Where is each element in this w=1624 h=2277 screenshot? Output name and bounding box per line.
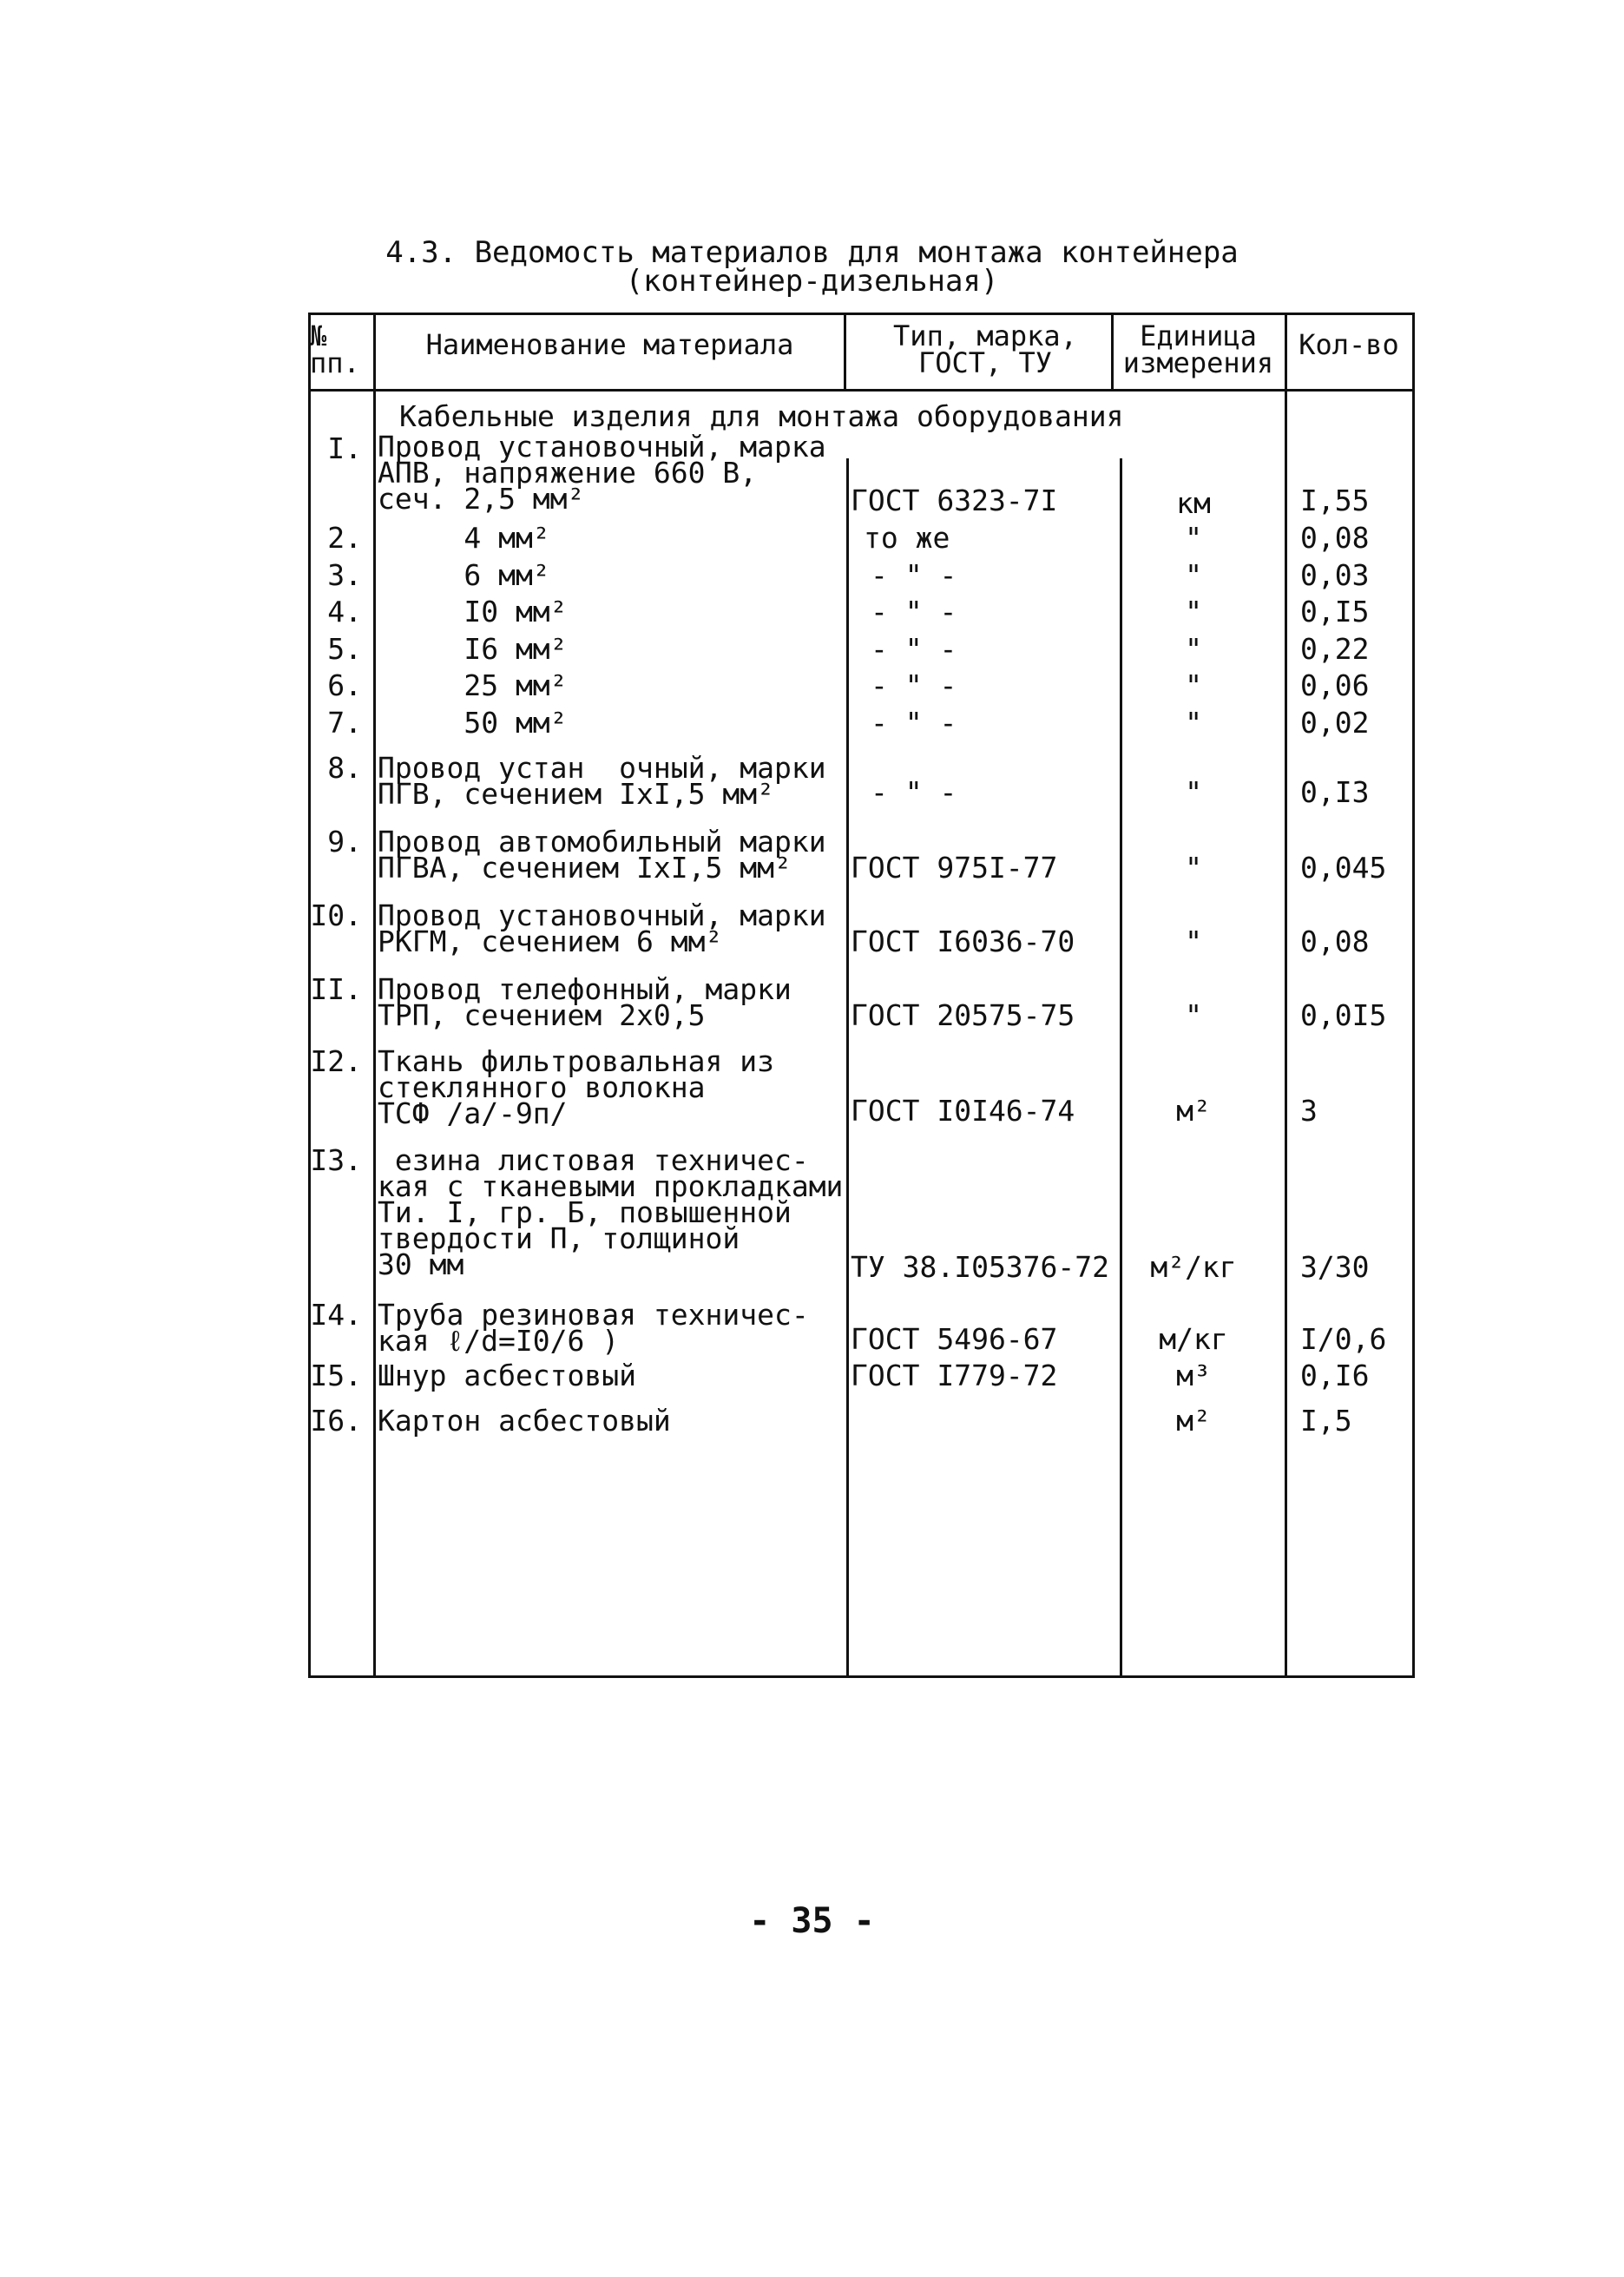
- row-type: ГОСТ 975I-77: [851, 851, 1058, 885]
- col-border-5: [1412, 313, 1415, 1678]
- row-qty: 0,I6: [1300, 1359, 1370, 1392]
- document-subtitle: (контейнер-дизельная): [625, 264, 999, 299]
- row-name: 4 мм²: [378, 521, 550, 555]
- row-qty: I,5: [1300, 1404, 1352, 1438]
- col-border-2-head: [844, 313, 846, 389]
- row-num: I2.: [310, 1044, 362, 1078]
- materials-table: [308, 313, 1415, 1678]
- row-num: 4.: [327, 595, 362, 628]
- row-num: II.: [310, 972, 362, 1006]
- header-num: № пп.: [310, 319, 360, 379]
- document-title: 4.3. Ведомость материалов для монтажа контейнера: [385, 235, 1239, 270]
- row-type: - " -: [871, 558, 957, 592]
- row-name: 6 мм²: [378, 558, 550, 592]
- row-num: I4.: [310, 1298, 362, 1332]
- row-type: - " -: [871, 668, 957, 702]
- row-unit: м/кг: [1159, 1322, 1228, 1356]
- section-heading: Кабельные изделия для монтажа оборудования: [399, 399, 1124, 433]
- row-unit: ": [1185, 775, 1202, 809]
- row-unit: м²: [1176, 1094, 1211, 1128]
- row-type: ГОСТ I0I46-74: [851, 1094, 1075, 1128]
- row-qty: 0,I3: [1300, 775, 1370, 809]
- row-type: ТУ 38.I05376-72: [851, 1250, 1110, 1284]
- row-qty: 0,06: [1300, 668, 1370, 702]
- row-unit: м³: [1176, 1359, 1211, 1392]
- row-type: ГОСТ 6323-7I: [851, 484, 1058, 517]
- row-qty: 0,0I5: [1300, 998, 1387, 1032]
- row-name: Провод телефонный, марки ТРП, сечением 2x0,5: [378, 972, 792, 1032]
- row-name: I0 мм²: [378, 595, 568, 628]
- header-unit: Единица измерения: [1122, 319, 1274, 379]
- row-unit: ": [1185, 998, 1202, 1032]
- row-type: - " -: [871, 595, 957, 628]
- row-type: то же: [864, 521, 950, 555]
- row-type: - " -: [871, 706, 957, 740]
- row-unit: ": [1185, 925, 1202, 958]
- row-qty: I/0,6: [1300, 1322, 1387, 1356]
- row-num: I.: [327, 431, 362, 465]
- row-name: Труба резиновая техничес- кая ℓ/d=I0/6 ): [378, 1298, 809, 1358]
- row-qty: 3/30: [1300, 1250, 1370, 1284]
- row-name: 50 мм²: [378, 706, 568, 740]
- row-qty: I,55: [1300, 484, 1370, 517]
- row-unit: ": [1185, 521, 1202, 555]
- row-name: 25 мм²: [378, 668, 568, 702]
- row-num: 2.: [327, 521, 362, 555]
- page-number: - 35 -: [749, 1901, 875, 1941]
- row-num: 5.: [327, 632, 362, 666]
- header-name: Наименование материала: [425, 328, 794, 361]
- row-num: 6.: [327, 668, 362, 702]
- row-name: Ткань фильтровальная из стеклянного волокна ТСФ /а/-9п/: [378, 1044, 774, 1130]
- row-unit: км: [1176, 486, 1211, 520]
- row-name: Шнур асбестовый: [378, 1359, 637, 1392]
- row-unit: ": [1185, 595, 1202, 628]
- row-num: I6.: [310, 1404, 362, 1438]
- row-num: 8.: [327, 751, 362, 785]
- row-type: ГОСТ I6036-70: [851, 925, 1075, 958]
- row-name: Провод установочный, марка АПВ, напряжение 660 В, сеч. 2,5 мм²: [378, 430, 826, 516]
- table-top-border: [308, 313, 1415, 315]
- row-name: Картон асбестовый: [378, 1404, 671, 1438]
- row-name: Провод устан очный, марки ПГВ, сечением IxI,5 мм²: [378, 751, 826, 811]
- row-num: I3.: [310, 1143, 362, 1177]
- row-type: - " -: [871, 775, 957, 809]
- row-num: 9.: [327, 825, 362, 859]
- row-unit: ": [1185, 632, 1202, 666]
- col-border-2: [846, 458, 849, 1678]
- row-unit: м²/кг: [1150, 1250, 1237, 1284]
- row-unit: ": [1185, 558, 1202, 592]
- row-type: ГОСТ 20575-75: [851, 998, 1075, 1032]
- row-unit: ": [1185, 668, 1202, 702]
- row-qty: 0,08: [1300, 925, 1370, 958]
- row-name: Провод автомобильный марки ПГВА, сечением IxI,5 мм²: [378, 825, 826, 885]
- row-type: ГОСТ 5496-67: [851, 1322, 1058, 1356]
- row-qty: 0,02: [1300, 706, 1370, 740]
- row-num: 7.: [327, 706, 362, 740]
- header-type: Тип, марка, ГОСТ, ТУ: [893, 319, 1077, 379]
- header-qty: Кол-во: [1299, 328, 1399, 361]
- row-type: - " -: [871, 632, 957, 666]
- col-border-1: [373, 313, 376, 1678]
- row-qty: 0,I5: [1300, 595, 1370, 628]
- row-qty: 0,03: [1300, 558, 1370, 592]
- row-type: ГОСТ I779-72: [851, 1359, 1058, 1392]
- row-qty: 0,08: [1300, 521, 1370, 555]
- row-name: езина листовая техничес- кая с тканевыми прокладками Ти. I, гр. Б, повышенной твердости П, толщиной 30 мм: [378, 1143, 844, 1281]
- col-border-4: [1285, 313, 1287, 1678]
- row-unit: ": [1185, 851, 1202, 885]
- row-num: I5.: [310, 1359, 362, 1392]
- row-qty: 0,22: [1300, 632, 1370, 666]
- row-num: I0.: [310, 898, 362, 932]
- row-name: I6 мм²: [378, 632, 568, 666]
- row-num: 3.: [327, 558, 362, 592]
- row-qty: 3: [1300, 1094, 1318, 1128]
- row-unit: ": [1185, 706, 1202, 740]
- row-qty: 0,045: [1300, 851, 1387, 885]
- table-bottom-border: [308, 1675, 1415, 1678]
- header-separator: [308, 389, 1415, 392]
- row-name: Провод установочный, марки РКГМ, сечением 6 мм²: [378, 898, 826, 958]
- row-unit: м²: [1176, 1404, 1211, 1438]
